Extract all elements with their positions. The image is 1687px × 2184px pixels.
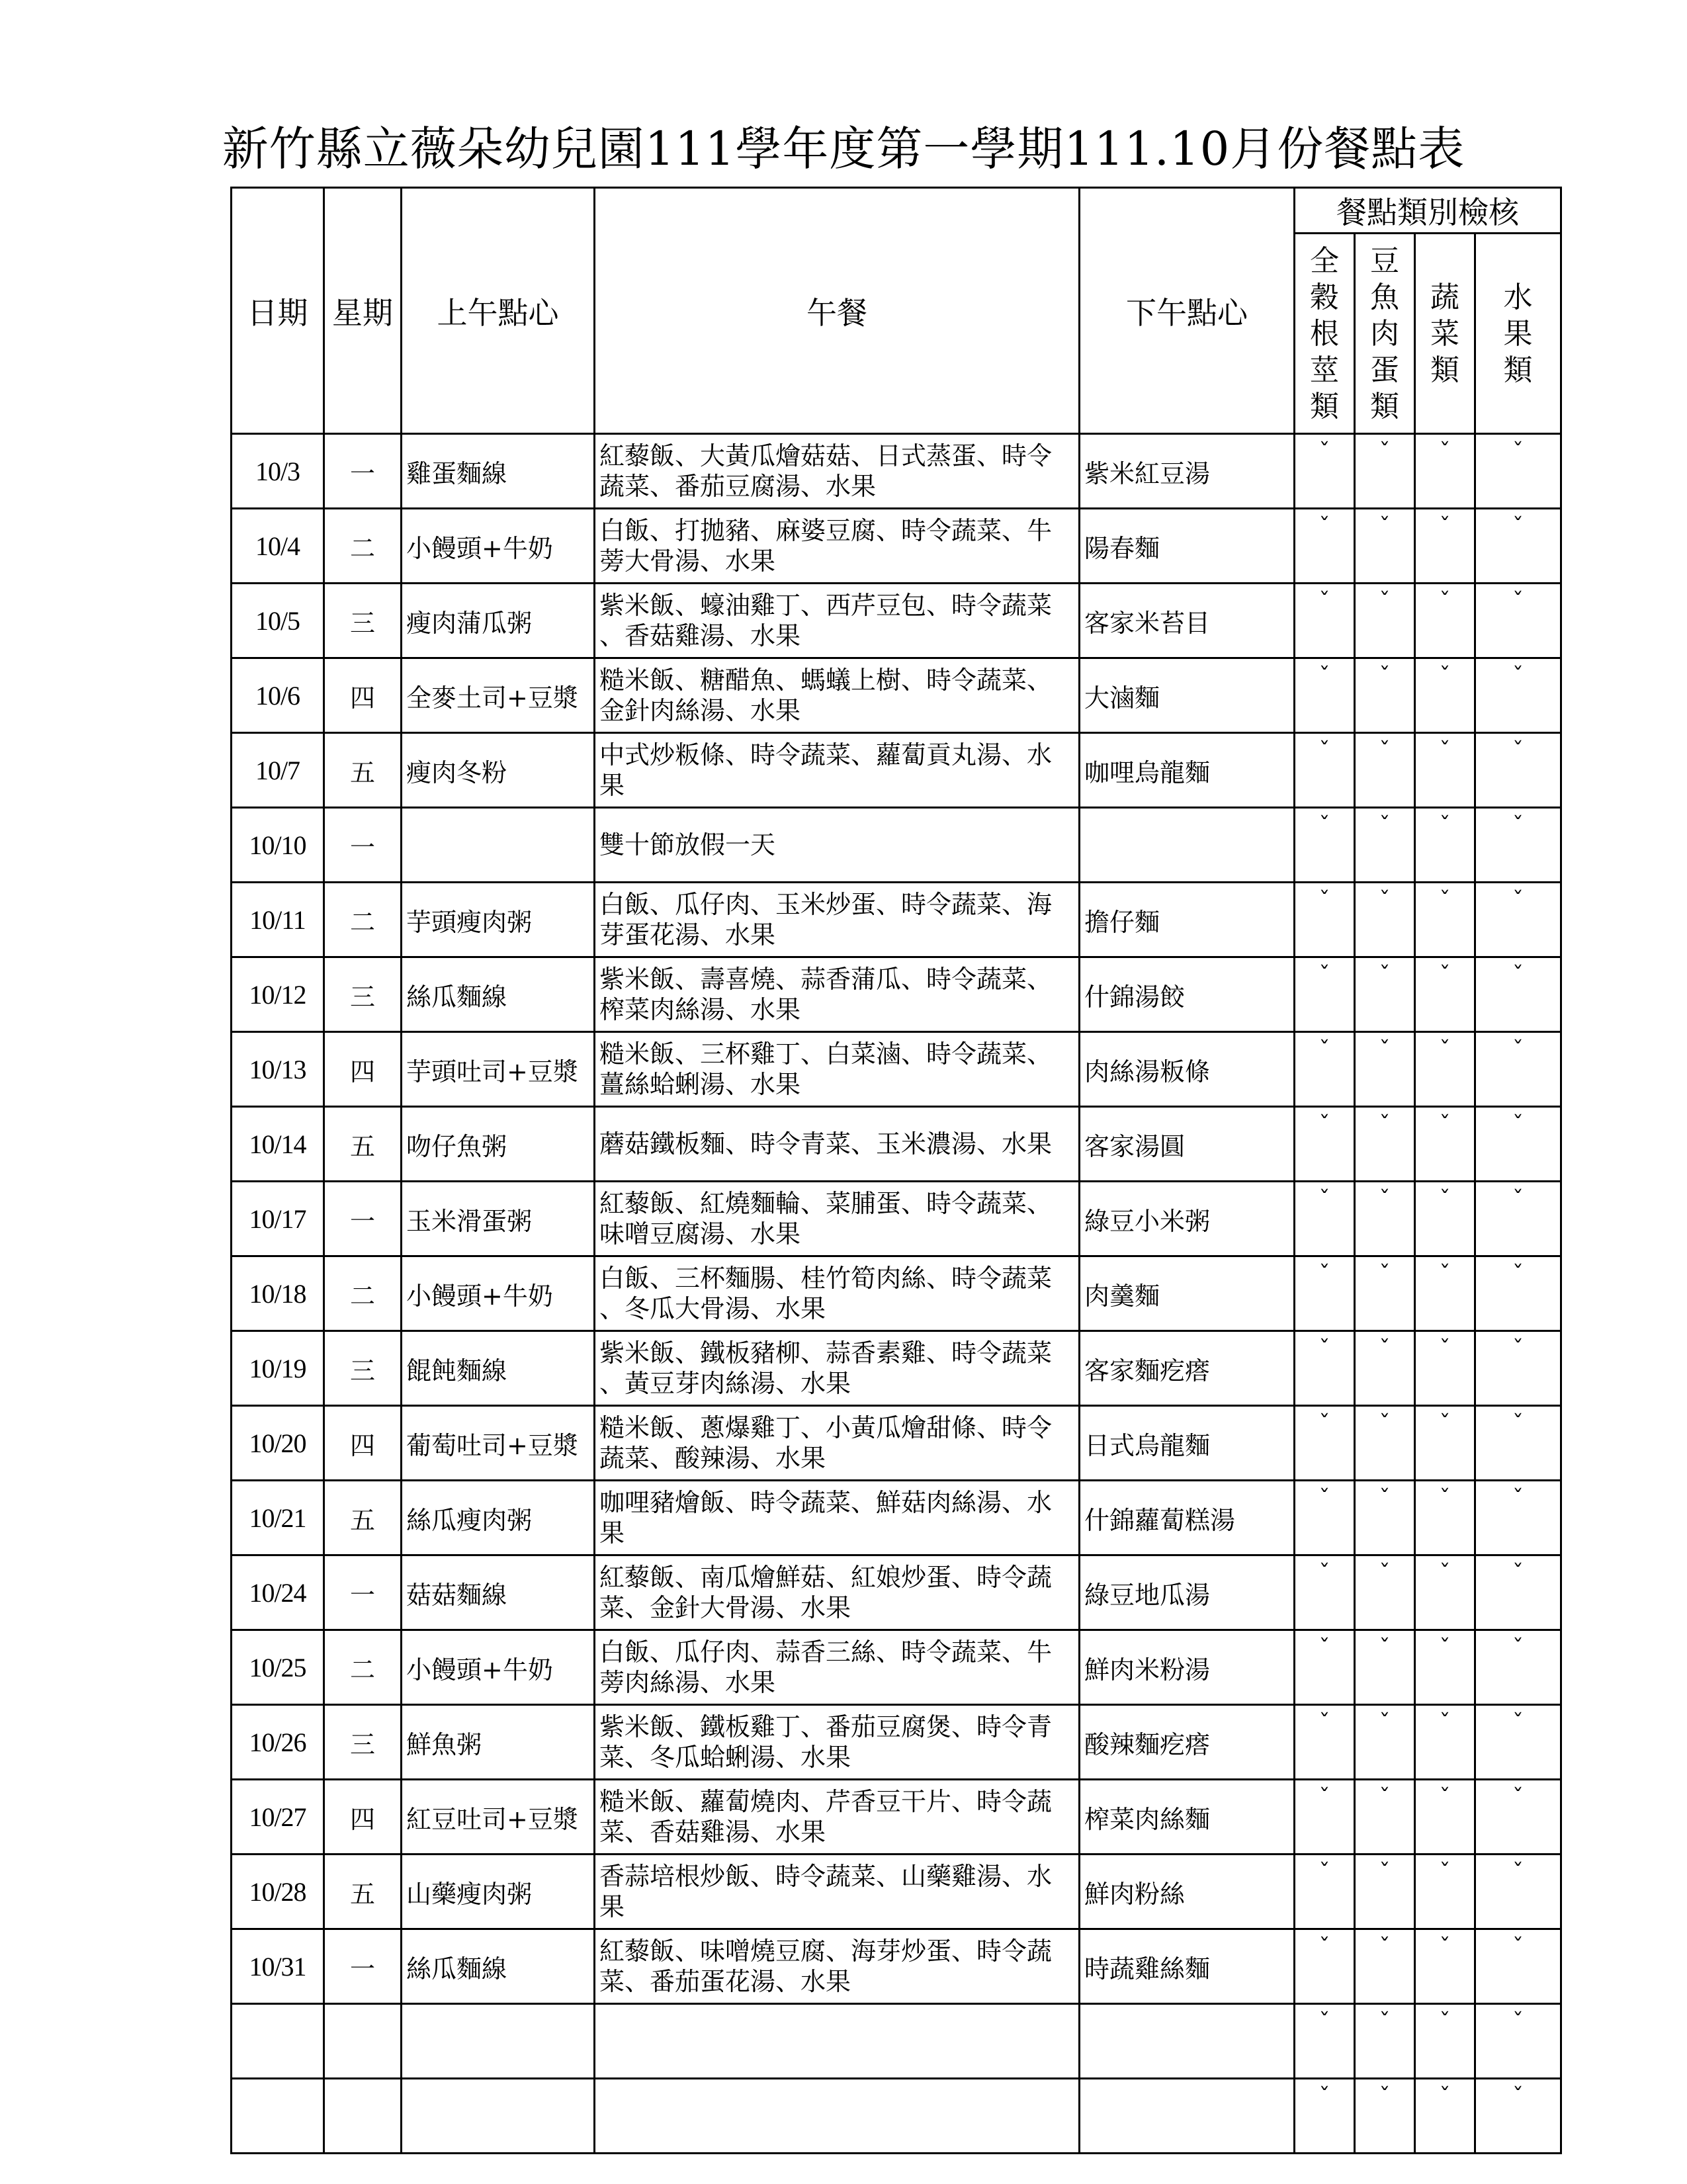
check-mark: ˇ bbox=[1295, 1256, 1355, 1331]
row-weekday: 二 bbox=[324, 1256, 402, 1331]
check-mark: ˇ bbox=[1355, 733, 1415, 808]
row-weekday bbox=[324, 2079, 402, 2154]
check-mark: ˇ bbox=[1415, 658, 1475, 733]
row-afternoon-snack: 日式烏龍麵 bbox=[1080, 1406, 1295, 1481]
table-body bbox=[232, 434, 1561, 2154]
row-weekday bbox=[324, 2004, 402, 2079]
row-weekday: 二 bbox=[324, 1630, 402, 1705]
lunch-line: 紅藜飯、大黃瓜燴菇菇、日式蒸蛋、時令 bbox=[599, 441, 1053, 470]
row-lunch bbox=[595, 1032, 1080, 1107]
lunch-line: 蘑菇鐵板麵、時令青菜、玉米濃湯、水果 bbox=[599, 1129, 1053, 1158]
row-lunch bbox=[595, 1705, 1080, 1780]
check-mark: ˇ bbox=[1475, 1032, 1561, 1107]
row-morning-snack: 餛飩麵線 bbox=[402, 1331, 595, 1406]
lunch-line: 菜、冬瓜蛤蜊湯、水果 bbox=[599, 1743, 851, 1772]
check-mark: ˇ bbox=[1295, 2004, 1355, 2079]
lunch-line: 白飯、瓜仔肉、玉米炒蛋、時令蔬菜、海 bbox=[599, 890, 1053, 919]
row-morning-snack bbox=[402, 808, 595, 883]
row-morning-snack: 菇菇麵線 bbox=[402, 1555, 595, 1630]
header-char: 類 bbox=[1503, 353, 1533, 387]
lunch-line: 蒡肉絲湯、水果 bbox=[599, 1668, 776, 1697]
row-date: 10/17 bbox=[232, 1182, 324, 1256]
row-weekday: 三 bbox=[324, 1705, 402, 1780]
row-morning-snack bbox=[402, 2004, 595, 2079]
check-mark: ˇ bbox=[1475, 1705, 1561, 1780]
lunch-line: 白飯、三杯麵腸、桂竹筍肉絲、時令蔬菜 bbox=[599, 1264, 1053, 1293]
check-mark: ˇ bbox=[1475, 1555, 1561, 1630]
table-row bbox=[232, 1406, 1561, 1481]
check-mark: ˇ bbox=[1475, 1107, 1561, 1182]
row-date: 10/26 bbox=[232, 1705, 324, 1780]
row-afternoon-snack bbox=[1080, 808, 1295, 883]
lunch-line: 芽蛋花湯、水果 bbox=[599, 920, 776, 949]
row-weekday: 二 bbox=[324, 509, 402, 584]
row-date: 10/21 bbox=[232, 1481, 324, 1555]
lunch-line: 紫米飯、鐵板豬柳、蒜香素雞、時令蔬菜 bbox=[599, 1338, 1053, 1368]
check-mark: ˇ bbox=[1415, 1705, 1475, 1780]
table-row bbox=[232, 1630, 1561, 1705]
check-mark: ˇ bbox=[1355, 1331, 1415, 1406]
check-mark: ˇ bbox=[1475, 957, 1561, 1032]
check-mark: ˇ bbox=[1355, 1630, 1415, 1705]
row-morning-snack: 芋頭瘦肉粥 bbox=[402, 883, 595, 957]
header-check-group: 餐點類別檢核 bbox=[1295, 188, 1561, 234]
header-char: 果 bbox=[1503, 316, 1533, 351]
check-mark: ˇ bbox=[1415, 1855, 1475, 1929]
row-morning-snack bbox=[402, 2079, 595, 2154]
check-mark: ˇ bbox=[1355, 2079, 1415, 2154]
row-lunch bbox=[595, 883, 1080, 957]
table-row bbox=[232, 584, 1561, 658]
meal-table bbox=[230, 187, 1562, 2154]
check-mark: ˇ bbox=[1355, 1855, 1415, 1929]
row-morning-snack: 吻仔魚粥 bbox=[402, 1107, 595, 1182]
lunch-line: 紅藜飯、味噌燒豆腐、海芽炒蛋、時令蔬 bbox=[599, 1937, 1053, 1966]
row-afternoon-snack: 時蔬雞絲麵 bbox=[1080, 1929, 1295, 2004]
check-mark: ˇ bbox=[1355, 1107, 1415, 1182]
check-mark: ˇ bbox=[1475, 1331, 1561, 1406]
check-mark: ˇ bbox=[1295, 658, 1355, 733]
check-mark: ˇ bbox=[1475, 808, 1561, 883]
row-afternoon-snack: 什錦蘿蔔糕湯 bbox=[1080, 1481, 1295, 1555]
check-mark: ˇ bbox=[1295, 1331, 1355, 1406]
row-weekday: 三 bbox=[324, 957, 402, 1032]
header-char: 肉 bbox=[1370, 316, 1399, 351]
check-mark: ˇ bbox=[1475, 733, 1561, 808]
table-row bbox=[232, 658, 1561, 733]
header-char: 類 bbox=[1430, 353, 1459, 387]
check-mark: ˇ bbox=[1295, 1107, 1355, 1182]
check-mark: ˇ bbox=[1415, 1331, 1475, 1406]
row-morning-snack: 小饅頭+牛奶 bbox=[402, 1630, 595, 1705]
row-afternoon-snack: 紫米紅豆湯 bbox=[1080, 434, 1295, 509]
check-mark: ˇ bbox=[1355, 1929, 1415, 2004]
row-lunch bbox=[595, 957, 1080, 1032]
lunch-line: 紫米飯、蠔油雞丁、西芹豆包、時令蔬菜 bbox=[599, 591, 1053, 620]
header-char: 魚 bbox=[1370, 280, 1399, 314]
row-afternoon-snack bbox=[1080, 2079, 1295, 2154]
lunch-line: 香蒜培根炒飯、時令蔬菜、山藥雞湯、水 bbox=[599, 1862, 1053, 1891]
lunch-line: 果 bbox=[599, 1892, 625, 1921]
header-char: 全 bbox=[1310, 243, 1339, 278]
table-row bbox=[232, 1032, 1561, 1107]
row-morning-snack: 雞蛋麵線 bbox=[402, 434, 595, 509]
check-mark: ˇ bbox=[1475, 1630, 1561, 1705]
row-afternoon-snack: 客家麵疙瘩 bbox=[1080, 1331, 1295, 1406]
header-morning-snack: 上午點心 bbox=[402, 188, 595, 434]
header-weekday: 星期 bbox=[324, 188, 402, 434]
check-mark: ˇ bbox=[1295, 957, 1355, 1032]
row-afternoon-snack: 陽春麵 bbox=[1080, 509, 1295, 584]
row-date: 10/11 bbox=[232, 883, 324, 957]
row-morning-snack: 絲瓜麵線 bbox=[402, 1929, 595, 2004]
row-afternoon-snack: 酸辣麵疙瘩 bbox=[1080, 1705, 1295, 1780]
check-mark: ˇ bbox=[1355, 1182, 1415, 1256]
check-mark: ˇ bbox=[1355, 1555, 1415, 1630]
table-row bbox=[232, 1705, 1561, 1780]
row-lunch bbox=[595, 584, 1080, 658]
lunch-line: 雙十節放假一天 bbox=[599, 830, 776, 859]
row-lunch bbox=[595, 1630, 1080, 1705]
check-mark: ˇ bbox=[1475, 509, 1561, 584]
page-title: 新竹縣立薇朵幼兒園111學年度第一學期111.10月份餐點表 bbox=[222, 122, 1465, 176]
check-mark: ˇ bbox=[1355, 1780, 1415, 1855]
header-date: 日期 bbox=[232, 188, 324, 434]
check-mark: ˇ bbox=[1415, 1406, 1475, 1481]
header-lunch: 午餐 bbox=[595, 188, 1080, 434]
row-morning-snack: 玉米滑蛋粥 bbox=[402, 1182, 595, 1256]
check-mark: ˇ bbox=[1475, 1929, 1561, 2004]
row-morning-snack: 小饅頭+牛奶 bbox=[402, 509, 595, 584]
row-weekday: 四 bbox=[324, 658, 402, 733]
check-mark: ˇ bbox=[1355, 1705, 1415, 1780]
row-lunch bbox=[595, 1855, 1080, 1929]
row-weekday: 五 bbox=[324, 1107, 402, 1182]
row-morning-snack: 瘦肉蒲瓜粥 bbox=[402, 584, 595, 658]
table-row bbox=[232, 1855, 1561, 1929]
check-mark: ˇ bbox=[1295, 2079, 1355, 2154]
check-mark: ˇ bbox=[1475, 883, 1561, 957]
check-mark: ˇ bbox=[1295, 1630, 1355, 1705]
row-afternoon-snack: 什錦湯餃 bbox=[1080, 957, 1295, 1032]
lunch-line: 紅藜飯、紅燒麵輪、菜脯蛋、時令蔬菜、 bbox=[599, 1189, 1053, 1218]
table-row bbox=[232, 509, 1561, 584]
row-lunch bbox=[595, 658, 1080, 733]
row-afternoon-snack: 綠豆地瓜湯 bbox=[1080, 1555, 1295, 1630]
header-char: 豆 bbox=[1370, 243, 1399, 278]
row-afternoon-snack: 鮮肉米粉湯 bbox=[1080, 1630, 1295, 1705]
row-morning-snack: 小饅頭+牛奶 bbox=[402, 1256, 595, 1331]
row-lunch bbox=[595, 1406, 1080, 1481]
header-check-fruit bbox=[1475, 234, 1561, 434]
lunch-line: 紫米飯、鐵板雞丁、番茄豆腐煲、時令青 bbox=[599, 1712, 1053, 1741]
lunch-line: 、冬瓜大骨湯、水果 bbox=[599, 1294, 826, 1323]
table-row bbox=[232, 1182, 1561, 1256]
header-char: 類 bbox=[1310, 389, 1339, 423]
table-row bbox=[232, 1929, 1561, 2004]
table-row bbox=[232, 1256, 1561, 1331]
check-mark: ˇ bbox=[1415, 1481, 1475, 1555]
row-date: 10/20 bbox=[232, 1406, 324, 1481]
table-row bbox=[232, 1780, 1561, 1855]
row-lunch bbox=[595, 733, 1080, 808]
row-date: 10/28 bbox=[232, 1855, 324, 1929]
check-mark: ˇ bbox=[1415, 584, 1475, 658]
table-row bbox=[232, 434, 1561, 509]
row-lunch bbox=[595, 1107, 1080, 1182]
row-date: 10/27 bbox=[232, 1780, 324, 1855]
table-row bbox=[232, 1107, 1561, 1182]
check-mark: ˇ bbox=[1415, 957, 1475, 1032]
lunch-line: 、黃豆芽肉絲湯、水果 bbox=[599, 1369, 851, 1398]
check-mark: ˇ bbox=[1355, 883, 1415, 957]
row-lunch bbox=[595, 1555, 1080, 1630]
lunch-line: 糙米飯、蘿蔔燒肉、芹香豆干片、時令蔬 bbox=[599, 1787, 1053, 1816]
check-mark: ˇ bbox=[1415, 1182, 1475, 1256]
check-mark: ˇ bbox=[1415, 509, 1475, 584]
header-char: 根 bbox=[1310, 316, 1339, 351]
check-mark: ˇ bbox=[1295, 883, 1355, 957]
row-afternoon-snack: 大滷麵 bbox=[1080, 658, 1295, 733]
row-lunch bbox=[595, 2004, 1080, 2079]
lunch-line: 紅藜飯、南瓜燴鮮菇、紅娘炒蛋、時令蔬 bbox=[599, 1563, 1053, 1592]
header-char: 莖 bbox=[1310, 353, 1339, 387]
row-morning-snack: 鮮魚粥 bbox=[402, 1705, 595, 1780]
row-weekday: 一 bbox=[324, 1555, 402, 1630]
row-morning-snack: 全麥土司+豆漿 bbox=[402, 658, 595, 733]
header-afternoon-snack: 下午點心 bbox=[1080, 188, 1295, 434]
row-afternoon-snack: 客家米苔目 bbox=[1080, 584, 1295, 658]
check-mark: ˇ bbox=[1415, 1032, 1475, 1107]
lunch-line: 咖哩豬燴飯、時令蔬菜、鮮菇肉絲湯、水 bbox=[599, 1488, 1053, 1517]
check-mark: ˇ bbox=[1295, 1182, 1355, 1256]
row-morning-snack: 紅豆吐司+豆漿 bbox=[402, 1780, 595, 1855]
header-char: 水 bbox=[1503, 280, 1533, 314]
table-row bbox=[232, 808, 1561, 883]
row-date: 10/12 bbox=[232, 957, 324, 1032]
row-weekday: 一 bbox=[324, 808, 402, 883]
check-mark: ˇ bbox=[1355, 957, 1415, 1032]
lunch-line: 菜、香菇雞湯、水果 bbox=[599, 1817, 826, 1847]
check-mark: ˇ bbox=[1355, 1406, 1415, 1481]
table-row bbox=[232, 1331, 1561, 1406]
row-lunch bbox=[595, 2079, 1080, 2154]
check-mark: ˇ bbox=[1295, 584, 1355, 658]
table-row bbox=[232, 1555, 1561, 1630]
header-char: 菜 bbox=[1430, 316, 1459, 351]
row-lunch bbox=[595, 1780, 1080, 1855]
row-date bbox=[232, 2004, 324, 2079]
row-afternoon-snack: 客家湯圓 bbox=[1080, 1107, 1295, 1182]
lunch-line: 金針肉絲湯、水果 bbox=[599, 696, 801, 725]
check-mark: ˇ bbox=[1355, 1256, 1415, 1331]
row-weekday: 二 bbox=[324, 883, 402, 957]
lunch-line: 、香菇雞湯、水果 bbox=[599, 621, 801, 650]
row-weekday: 三 bbox=[324, 584, 402, 658]
check-mark: ˇ bbox=[1475, 1182, 1561, 1256]
check-mark: ˇ bbox=[1355, 1032, 1415, 1107]
row-afternoon-snack: 肉羹麵 bbox=[1080, 1256, 1295, 1331]
check-mark: ˇ bbox=[1415, 2079, 1475, 2154]
check-mark: ˇ bbox=[1295, 1929, 1355, 2004]
check-mark: ˇ bbox=[1355, 509, 1415, 584]
check-mark: ˇ bbox=[1295, 1406, 1355, 1481]
check-mark: ˇ bbox=[1415, 1929, 1475, 2004]
row-weekday: 五 bbox=[324, 1481, 402, 1555]
row-afternoon-snack: 榨菜肉絲麵 bbox=[1080, 1780, 1295, 1855]
row-date: 10/7 bbox=[232, 733, 324, 808]
row-lunch bbox=[595, 1481, 1080, 1555]
table-row bbox=[232, 957, 1561, 1032]
lunch-line: 糙米飯、蔥爆雞丁、小黃瓜燴甜條、時令 bbox=[599, 1413, 1053, 1442]
check-mark: ˇ bbox=[1475, 1481, 1561, 1555]
row-date: 10/4 bbox=[232, 509, 324, 584]
row-weekday: 一 bbox=[324, 1929, 402, 2004]
header-check-grains bbox=[1295, 234, 1355, 434]
row-lunch bbox=[595, 808, 1080, 883]
lunch-line: 薑絲蛤蜊湯、水果 bbox=[599, 1070, 801, 1099]
check-mark: ˇ bbox=[1295, 1555, 1355, 1630]
header-check-protein bbox=[1355, 234, 1415, 434]
row-morning-snack: 葡萄吐司+豆漿 bbox=[402, 1406, 595, 1481]
row-afternoon-snack: 擔仔麵 bbox=[1080, 883, 1295, 957]
check-mark: ˇ bbox=[1475, 2079, 1561, 2154]
lunch-line: 紫米飯、壽喜燒、蒜香蒲瓜、時令蔬菜、 bbox=[599, 965, 1053, 994]
row-weekday: 五 bbox=[324, 1855, 402, 1929]
row-weekday: 五 bbox=[324, 733, 402, 808]
check-mark: ˇ bbox=[1415, 1256, 1475, 1331]
lunch-line: 果 bbox=[599, 1518, 625, 1548]
lunch-line: 白飯、打拋豬、麻婆豆腐、時令蔬菜、牛 bbox=[599, 516, 1053, 545]
check-mark: ˇ bbox=[1415, 1630, 1475, 1705]
row-lunch bbox=[595, 434, 1080, 509]
header-char: 類 bbox=[1370, 389, 1399, 423]
check-mark: ˇ bbox=[1355, 1481, 1415, 1555]
table-row bbox=[232, 2004, 1561, 2079]
header-char: 蛋 bbox=[1370, 353, 1399, 387]
row-afternoon-snack: 綠豆小米粥 bbox=[1080, 1182, 1295, 1256]
table-row bbox=[232, 2079, 1561, 2154]
row-date: 10/5 bbox=[232, 584, 324, 658]
check-mark: ˇ bbox=[1475, 584, 1561, 658]
lunch-line: 榨菜肉絲湯、水果 bbox=[599, 995, 801, 1024]
check-mark: ˇ bbox=[1355, 584, 1415, 658]
row-weekday: 四 bbox=[324, 1406, 402, 1481]
check-mark: ˇ bbox=[1355, 658, 1415, 733]
row-weekday: 一 bbox=[324, 1182, 402, 1256]
table-row bbox=[232, 1481, 1561, 1555]
row-morning-snack: 芋頭吐司+豆漿 bbox=[402, 1032, 595, 1107]
table-row bbox=[232, 883, 1561, 957]
check-mark: ˇ bbox=[1355, 2004, 1415, 2079]
row-morning-snack: 瘦肉冬粉 bbox=[402, 733, 595, 808]
check-mark: ˇ bbox=[1475, 434, 1561, 509]
lunch-line: 菜、番茄蛋花湯、水果 bbox=[599, 1967, 851, 1996]
row-lunch bbox=[595, 1331, 1080, 1406]
lunch-line: 白飯、瓜仔肉、蒜香三絲、時令蔬菜、牛 bbox=[599, 1638, 1053, 1667]
check-mark: ˇ bbox=[1355, 434, 1415, 509]
check-mark: ˇ bbox=[1415, 733, 1475, 808]
row-morning-snack: 絲瓜瘦肉粥 bbox=[402, 1481, 595, 1555]
row-date: 10/14 bbox=[232, 1107, 324, 1182]
check-mark: ˇ bbox=[1475, 1256, 1561, 1331]
row-afternoon-snack: 咖哩烏龍麵 bbox=[1080, 733, 1295, 808]
row-date: 10/18 bbox=[232, 1256, 324, 1331]
lunch-line: 中式炒粄條、時令蔬菜、蘿蔔貢丸湯、水 bbox=[599, 740, 1053, 769]
check-mark: ˇ bbox=[1475, 1780, 1561, 1855]
check-mark: ˇ bbox=[1415, 1780, 1475, 1855]
lunch-line: 蒡大骨湯、水果 bbox=[599, 546, 776, 576]
row-date: 10/31 bbox=[232, 1929, 324, 2004]
row-date bbox=[232, 2079, 324, 2154]
check-mark: ˇ bbox=[1475, 2004, 1561, 2079]
check-mark: ˇ bbox=[1415, 1107, 1475, 1182]
lunch-line: 糙米飯、糖醋魚、螞蟻上樹、時令蔬菜、 bbox=[599, 666, 1053, 695]
lunch-line: 菜、金針大骨湯、水果 bbox=[599, 1593, 851, 1622]
row-morning-snack: 絲瓜麵線 bbox=[402, 957, 595, 1032]
row-weekday: 一 bbox=[324, 434, 402, 509]
check-mark: ˇ bbox=[1415, 2004, 1475, 2079]
row-lunch bbox=[595, 1256, 1080, 1331]
table-row bbox=[232, 733, 1561, 808]
check-mark: ˇ bbox=[1295, 1481, 1355, 1555]
row-afternoon-snack: 肉絲湯粄條 bbox=[1080, 1032, 1295, 1107]
header-char: 穀 bbox=[1310, 280, 1339, 314]
check-mark: ˇ bbox=[1295, 808, 1355, 883]
check-mark: ˇ bbox=[1355, 808, 1415, 883]
check-mark: ˇ bbox=[1475, 658, 1561, 733]
row-date: 10/19 bbox=[232, 1331, 324, 1406]
check-mark: ˇ bbox=[1295, 434, 1355, 509]
check-mark: ˇ bbox=[1295, 1032, 1355, 1107]
check-mark: ˇ bbox=[1475, 1406, 1561, 1481]
check-mark: ˇ bbox=[1415, 1555, 1475, 1630]
lunch-line: 味噌豆腐湯、水果 bbox=[599, 1219, 801, 1248]
row-weekday: 三 bbox=[324, 1331, 402, 1406]
row-afternoon-snack bbox=[1080, 2004, 1295, 2079]
check-mark: ˇ bbox=[1415, 808, 1475, 883]
check-mark: ˇ bbox=[1415, 883, 1475, 957]
row-afternoon-snack: 鮮肉粉絲 bbox=[1080, 1855, 1295, 1929]
check-mark: ˇ bbox=[1295, 509, 1355, 584]
check-mark: ˇ bbox=[1295, 733, 1355, 808]
check-mark: ˇ bbox=[1415, 434, 1475, 509]
row-date: 10/3 bbox=[232, 434, 324, 509]
row-date: 10/10 bbox=[232, 808, 324, 883]
lunch-line: 糙米飯、三杯雞丁、白菜滷、時令蔬菜、 bbox=[599, 1039, 1053, 1069]
row-date: 10/6 bbox=[232, 658, 324, 733]
row-lunch bbox=[595, 509, 1080, 584]
lunch-line: 蔬菜、酸辣湯、水果 bbox=[599, 1444, 826, 1473]
row-weekday: 四 bbox=[324, 1780, 402, 1855]
header-char: 蔬 bbox=[1430, 280, 1459, 314]
row-lunch bbox=[595, 1929, 1080, 2004]
row-morning-snack: 山藥瘦肉粥 bbox=[402, 1855, 595, 1929]
row-date: 10/25 bbox=[232, 1630, 324, 1705]
row-weekday: 四 bbox=[324, 1032, 402, 1107]
check-mark: ˇ bbox=[1475, 1855, 1561, 1929]
lunch-line: 果 bbox=[599, 771, 625, 800]
check-mark: ˇ bbox=[1295, 1855, 1355, 1929]
lunch-line: 蔬菜、番茄豆腐湯、水果 bbox=[599, 472, 877, 501]
header-check-vegetables bbox=[1415, 234, 1475, 434]
row-lunch bbox=[595, 1182, 1080, 1256]
check-mark: ˇ bbox=[1295, 1705, 1355, 1780]
row-date: 10/24 bbox=[232, 1555, 324, 1630]
check-mark: ˇ bbox=[1295, 1780, 1355, 1855]
row-date: 10/13 bbox=[232, 1032, 324, 1107]
